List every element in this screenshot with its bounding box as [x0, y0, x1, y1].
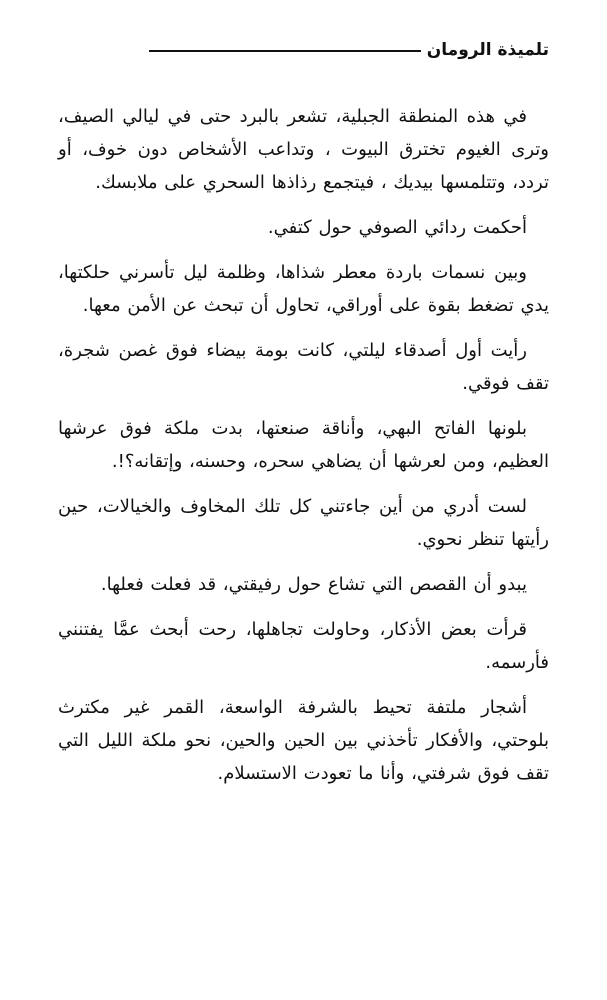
paragraph: رأيت أول أصدقاء ليلتي، كانت بومة بيضاء فوق غصن شجرة، تقف فوقي.	[58, 340, 549, 394]
running-header	[149, 40, 549, 60]
chapter-title: تلميذة الرومان	[426, 40, 549, 60]
body-text	[58, 100, 549, 802]
paragraph: أحكمت ردائي الصوفي حول كتفي.	[267, 217, 527, 238]
paragraph: في هذه المنطقة الجبلية، تشعر بالبرد حتى في ليالي الصيف، وترى الغيوم تخترق البيوت ، وتداعب الأشخاص دون خوف، أو تردد، وتتلمسها بيديك ، فيتجمع رذاذها السحري على ملابسك.	[58, 106, 549, 193]
paragraph: لست أدري من أين جاءتني كل تلك المخاوف والخيالات، حين رأيتها تنظر نحوي.	[58, 496, 549, 550]
paragraph: بلونها الفاتح البهي، وأناقة صنعتها، بدت ملكة فوق عرشها العظيم، ومن لعرشها أن يضاهي سحره، وحسنه، وإتقانه؟!.	[58, 418, 549, 472]
paragraph: يبدو أن القصص التي تشاع حول رفيقتي، قد فعلت فعلها.	[100, 574, 527, 595]
paragraph: وبين نسمات باردة معطر شذاها، وظلمة ليل تأسرني حلكتها، يدي تضغط بقوة على أوراقي، تحاول أن تبحث عن الأمن معها.	[58, 262, 549, 316]
paragraph: قرأت بعض الأذكار، وحاولت تجاهلها، رحت أبحث عمَّا يفتنني فأرسمه.	[58, 619, 549, 673]
paragraph: أشجار ملتفة تحيط بالشرفة الواسعة، القمر غير مكترث بلوحتي، والأفكار تأخذني بين الحين والحين، نحو ملكة الليل التي تقف فوق شرفتي، وأنا ما تعودت الاستسلام.	[58, 697, 549, 784]
header-rule	[149, 50, 421, 52]
book-page	[58, 0, 549, 1000]
